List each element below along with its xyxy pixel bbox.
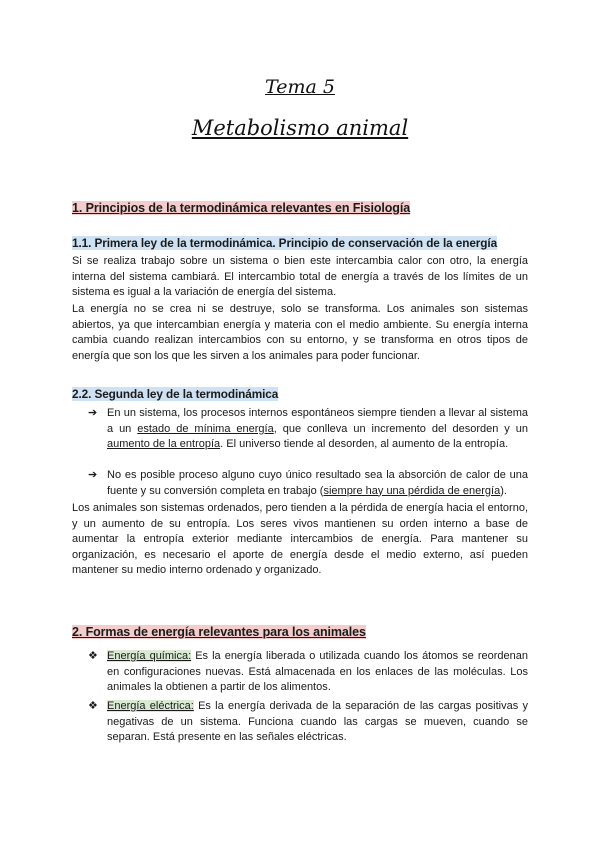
list-item [88,468,528,499]
text-run: Es la energía liberada o utilizada cuando los átomos se reordenan en configuraciones nuevas. Está almacenada en los enlaces de las moléculas. Los animales la obtienen a partir de los alimentos. [107,650,528,693]
subsection-2-2-heading-text: 2.2. Segunda ley de la termodinámica [72,387,279,401]
text-run: . El universo tiende al desorden, al aumento de la entropía. [220,438,509,450]
underlined-term: aumento de la entropía [107,438,221,450]
page-subtitle: Metabolismo animal [191,116,409,140]
list-item-text [107,468,528,499]
diamond-icon: ❖ [88,700,98,712]
arrow-icon: ➔ [88,469,98,481]
section-1-heading [72,201,410,215]
section-2-heading [72,625,366,639]
list-item [88,406,528,453]
text-run: En un sistema, los procesos internos espontáneos siempre tienden a llevar al sistema a un [107,407,528,435]
text-run: , que conlleva un incremento del desorden y un [273,422,528,435]
text-run: Es la energía derivada de la separación de las cargas positivas y negativas de un sistema. Funciona cuando las cargas se mueven, cuando se separan. Está presente en las señales eléctricas. [107,700,529,743]
term-highlight: Energía eléctrica: [107,700,194,712]
page-title: Tema 5 [265,76,335,98]
list-item [88,649,528,696]
subsection-1-1-heading [72,236,497,250]
paragraph-first-law-1: Si se realiza trabajo sobre un sistema o bien este intercambia calor con otro, la energía interna del sistema cambiará. El intercambio total de energía a través de los límites de un sistema es igual a la variación de energía del sistema. [72,255,528,298]
underlined-term: estado de mínima energía [137,422,274,435]
list-item-text [107,699,528,746]
section-2-heading-text: 2. Formas de energía relevantes para los animales [72,625,366,639]
list-item [88,699,528,746]
paragraph-second-law: Los animales son sistemas ordenados, pero tienden a la pérdida de energía hacia el entorno, y un aumento de su entropía. Los seres vivos mantienen su orden interno a base de aumentar la entropía exterior mediante intercambios de energía. Para mantener su organización, es necesario el aporte de energía desde el medio externo, así pueden mantener su medio interno ordenado y organizado. [72,502,528,576]
paragraph-first-law-2: La energía no se crea ni se destruye, solo se transforma. Los animales son sistemas abiertos, ya que intercambian energía y materia con el medio ambiente. Su energía interna cambia cuando realizan intercambios con su entorno, y se transforma en otros tipos de energía que son los que les sirven a los animales para poder funcionar. [72,303,528,362]
text-run: No es posible proceso alguno cuyo único resultado sea la absorción de calor de una fuente y su conversión completa en trabajo ( [107,469,528,497]
subsection-2-2-heading [72,387,278,401]
list-item-text [107,406,528,453]
text-run: ). [500,484,507,497]
list-item-text [107,649,528,696]
section-1-heading-text: 1. Principios de la termodinámica relevantes en Fisiología [72,201,411,215]
underlined-term: siempre hay una pérdida de energía [323,484,501,497]
arrow-icon: ➔ [88,407,98,419]
term-highlight: Energía química: [107,650,192,662]
subsection-1-1-heading-text: 1.1. Primera ley de la termodinámica. Principio de conservación de la energía [72,236,498,250]
diamond-icon: ❖ [88,650,98,662]
